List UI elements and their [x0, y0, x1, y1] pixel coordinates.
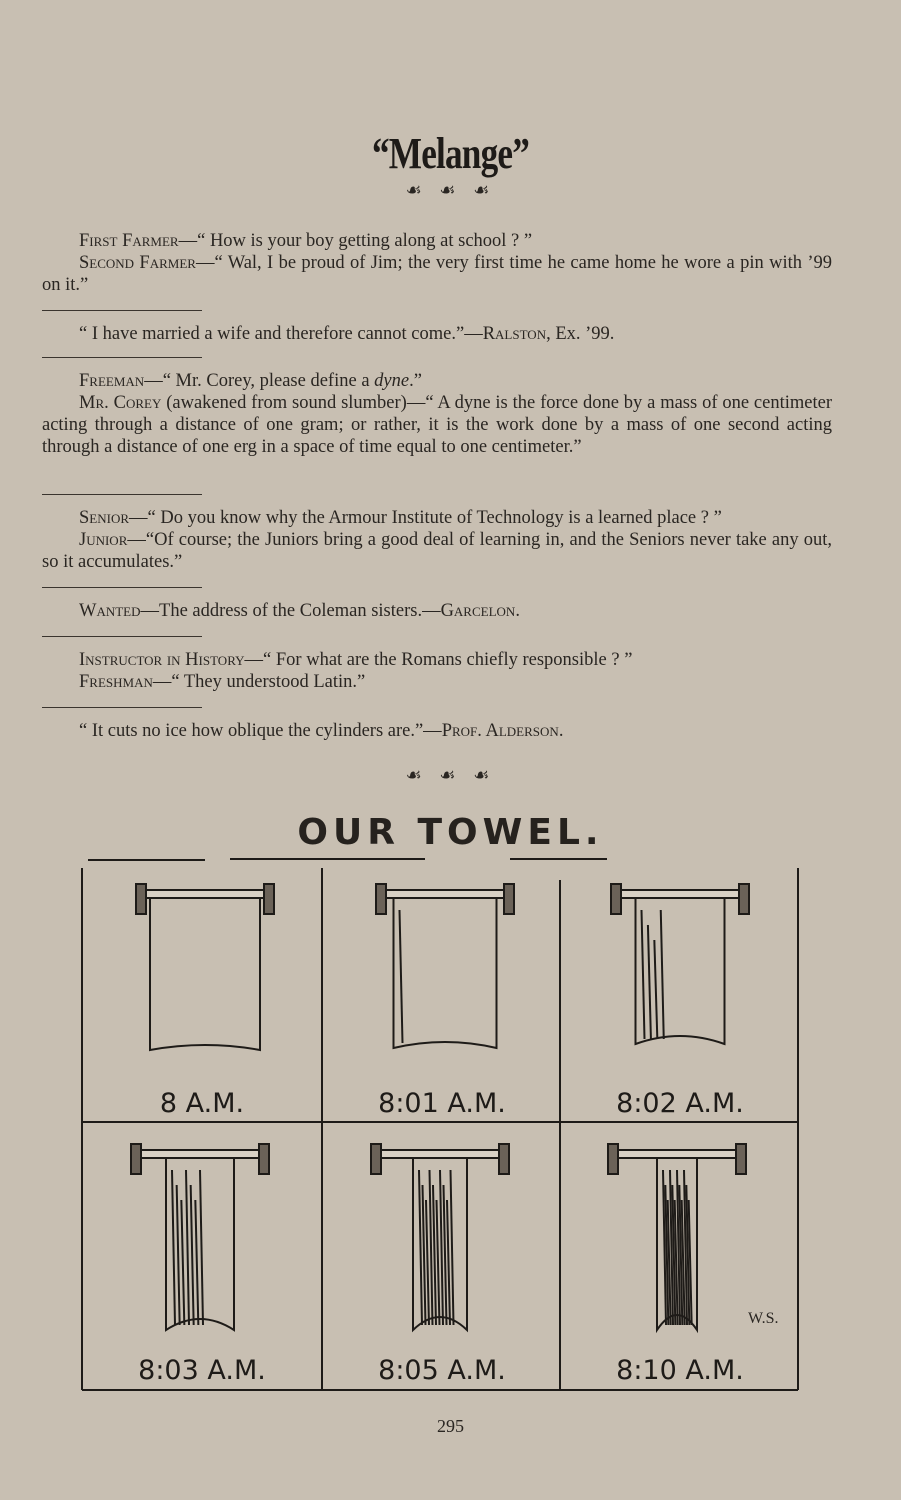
- divider: [42, 587, 202, 588]
- towel-rack-drawing: [131, 1144, 269, 1330]
- towel-rack-drawing: [376, 884, 514, 1048]
- panel-caption: 8:02 A.M.: [616, 1088, 744, 1119]
- towel-rack-drawing: [611, 884, 749, 1044]
- panel-caption: 8:05 A.M.: [378, 1355, 506, 1386]
- joke-dyne: Freeman—“ Mr. Corey, please define a dyne.” Mr. Corey (awakened from sound slumber)—“ A dyne is the force done by a mass of one centimeter acting through a distance of one gram; or rather, it is the work done by a mass of one second acting through a distance of one erg in a space of time equal to one centimeter.”: [42, 371, 832, 457]
- divider: [42, 357, 202, 358]
- artist-signature: W.S.: [748, 1310, 779, 1327]
- panel-caption: 8:03 A.M.: [138, 1355, 266, 1386]
- divider: [42, 636, 202, 637]
- towel-rack-drawing: [371, 1144, 509, 1330]
- page-title: “Melange”: [371, 129, 530, 178]
- joke-armour: Senior—“ Do you know why the Armour Institute of Technology is a learned place ? ” Junior—“Of course; the Juniors bring a good deal of learning in, and the Seniors never take any out, so it accumulates.”: [42, 508, 832, 572]
- quote-ralston: “ I have married a wife and therefore cannot come.”—Ralston, Ex. ’99.: [79, 324, 615, 344]
- joke-farmers: First Farmer—“ How is your boy getting along at school ? ” Second Farmer—“ Wal, I be proud of Jim; the very first time he came home he wore a pin with ’99 on it.”: [42, 231, 832, 295]
- panel-caption: 8 A.M.: [159, 1088, 245, 1119]
- joke-history: Instructor in History—“ For what are the Romans chiefly responsible ? ” Freshman—“ They understood Latin.”: [79, 650, 633, 692]
- divider: [42, 707, 202, 708]
- towel-rack-drawing: [136, 884, 274, 1050]
- panel-caption: 8:10 A.M.: [616, 1355, 744, 1386]
- page-number: 295: [437, 1416, 464, 1436]
- towel-cartoon-title: OUR TOWEL.: [297, 812, 604, 853]
- ornament-divider: ☙ ☙ ☙: [405, 765, 496, 786]
- divider: [42, 310, 202, 311]
- quote-alderson: “ It cuts no ice how oblique the cylinders are.”—Prof. Alderson.: [79, 721, 564, 741]
- towel-rack-drawing: [608, 1144, 746, 1330]
- panel-caption: 8:01 A.M.: [378, 1088, 506, 1119]
- joke-wanted: Wanted—The address of the Coleman sisters.—Garcelon.: [79, 601, 520, 621]
- ornament-divider: ☙ ☙ ☙: [405, 180, 496, 201]
- divider: [42, 494, 202, 495]
